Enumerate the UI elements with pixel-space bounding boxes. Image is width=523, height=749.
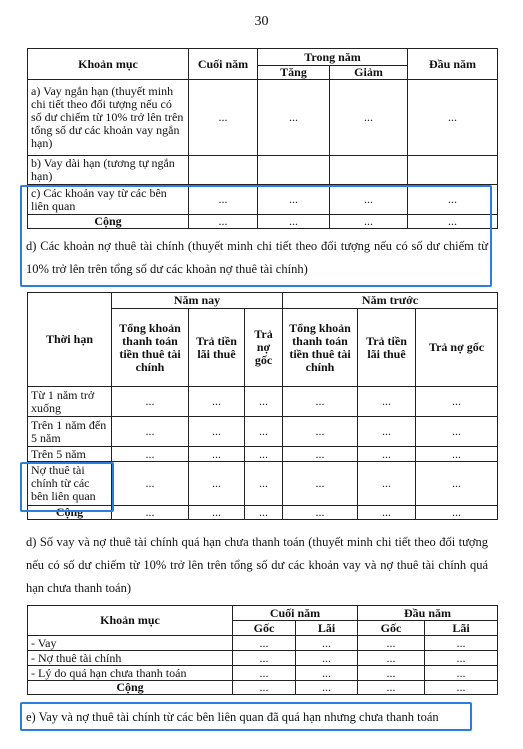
cell <box>189 156 258 185</box>
highlight-box <box>20 462 114 512</box>
cell: ... <box>258 80 330 156</box>
row-label: Trên 5 năm <box>28 447 112 462</box>
cell: ... <box>425 666 498 681</box>
row-label: Cộng <box>28 506 112 520</box>
cell: ... <box>358 506 416 520</box>
cell: ... <box>112 417 189 447</box>
cell: ... <box>408 185 498 215</box>
cell: ... <box>330 185 408 215</box>
row-label: Cộng <box>28 215 189 229</box>
table-row <box>28 666 498 681</box>
cell: ... <box>233 681 296 695</box>
cell: ... <box>283 506 358 520</box>
cell: ... <box>283 417 358 447</box>
header-decrease: Giảm <box>330 66 408 80</box>
cell: ... <box>296 636 358 651</box>
row-label: Nợ thuê tài chính từ các bên liên quan <box>28 462 112 506</box>
header-last-year: Năm trước <box>283 293 498 309</box>
cell: ... <box>416 506 498 520</box>
cell: ... <box>189 387 245 417</box>
table-row <box>28 636 498 651</box>
cell: ... <box>189 506 245 520</box>
cell: ... <box>358 666 425 681</box>
header-interest: Trả tiền lãi thuê <box>358 309 416 387</box>
row-label: - Lý do quá hạn chưa thanh toán <box>28 666 233 681</box>
cell: ... <box>189 462 245 506</box>
cell: ... <box>416 417 498 447</box>
cell: ... <box>416 447 498 462</box>
cell: ... <box>330 215 408 229</box>
cell: ... <box>296 666 358 681</box>
total-row <box>28 681 498 695</box>
table-row <box>28 651 498 666</box>
cell: ... <box>283 447 358 462</box>
header-item: Khoản mục <box>28 606 233 636</box>
overdue-table <box>27 605 498 695</box>
paragraph-related-party-overdue: e) Vay và nợ thuê tài chính từ các bên liên quan đã quá hạn nhưng chưa thanh toán <box>26 710 439 724</box>
cell <box>330 156 408 185</box>
cell: ... <box>245 462 283 506</box>
row-label: - Vay <box>28 636 233 651</box>
row-label: Trên 1 năm đến 5 năm <box>28 417 112 447</box>
cell: ... <box>258 215 330 229</box>
highlight-box <box>20 185 492 287</box>
header-interest: Trả tiền lãi thuê <box>189 309 245 387</box>
cell: ... <box>358 636 425 651</box>
cell: ... <box>408 80 498 156</box>
cell: ... <box>358 462 416 506</box>
cell: ... <box>358 681 425 695</box>
cell: ... <box>245 387 283 417</box>
page-number: 30 <box>254 14 269 29</box>
cell: ... <box>258 185 330 215</box>
cell: ... <box>330 80 408 156</box>
row-label: a) Vay ngắn hạn (thuyết minh chi tiết theo đối tượng nếu có số dư chiếm từ 10% trở lên trên tổng số dư các khoản vay ngắn hạn) <box>28 80 189 156</box>
cell <box>258 156 330 185</box>
row-label: - Nợ thuê tài chính <box>28 651 233 666</box>
table-row <box>28 156 498 185</box>
cell: ... <box>245 417 283 447</box>
header-total-payment: Tổng khoản thanh toán tiền thuê tài chính <box>283 309 358 387</box>
cell: ... <box>296 651 358 666</box>
cell: ... <box>358 447 416 462</box>
cell: ... <box>408 215 498 229</box>
table-row <box>28 447 498 462</box>
cell: ... <box>245 447 283 462</box>
cell: ... <box>233 636 296 651</box>
cell: ... <box>189 447 245 462</box>
cell: ... <box>112 447 189 462</box>
cell: ... <box>189 417 245 447</box>
cell: ... <box>283 387 358 417</box>
cell: ... <box>233 651 296 666</box>
cell: ... <box>112 462 189 506</box>
cell: ... <box>233 666 296 681</box>
header-end-of-year: Cuối năm <box>189 49 258 80</box>
cell: ... <box>425 681 498 695</box>
header-this-year: Năm nay <box>112 293 283 309</box>
cell: ... <box>189 185 258 215</box>
table-row <box>28 80 498 156</box>
cell: ... <box>425 651 498 666</box>
cell: ... <box>112 506 189 520</box>
cell: ... <box>416 387 498 417</box>
header-principal: Trả nợ gốc <box>416 309 498 387</box>
header-beginning-of-year: Đầu năm <box>408 49 498 80</box>
cell: ... <box>296 681 358 695</box>
header-interest: Lãi <box>425 621 498 636</box>
cell: ... <box>425 636 498 651</box>
table-row <box>28 417 498 447</box>
header-during-year: Trong năm <box>258 49 408 66</box>
paragraph-overdue-loans: d) Số vay và nợ thuê tài chính quá hạn chưa thanh toán (thuyết minh chi tiết theo đối tượng nếu có số dư chiếm từ 10% trở lên trên tổng số dư các khoản vay và nợ thuê tài chính quá hạn chưa thanh toán) <box>26 535 488 595</box>
header-principal: Gốc <box>233 621 296 636</box>
cell: ... <box>112 387 189 417</box>
cell <box>408 156 498 185</box>
cell: ... <box>358 651 425 666</box>
row-label: c) Các khoản vay từ các bên liên quan <box>28 185 189 215</box>
header-total-payment: Tổng khoản thanh toán tiền thuê tài chính <box>112 309 189 387</box>
header-principal: Gốc <box>358 621 425 636</box>
table-row <box>28 387 498 417</box>
header-interest: Lãi <box>296 621 358 636</box>
paragraph-finance-lease-debts: d) Các khoản nợ thuê tài chính (thuyết minh chi tiết theo đối tượng nếu có số dư chiếm từ 10% trở lên trên tổng số dư các khoản nợ thuê tài chính) <box>26 239 488 276</box>
row-label: Cộng <box>28 681 233 695</box>
header-item: Khoản mục <box>28 49 189 80</box>
cell: ... <box>189 80 258 156</box>
highlight-box <box>20 702 472 731</box>
cell: ... <box>358 387 416 417</box>
header-principal: Trả nợ gốc <box>245 309 283 387</box>
cell: ... <box>189 215 258 229</box>
row-label: Từ 1 năm trở xuống <box>28 387 112 417</box>
cell: ... <box>245 506 283 520</box>
cell: ... <box>358 417 416 447</box>
header-end-of-year: Cuối năm <box>233 606 358 621</box>
cell: ... <box>283 462 358 506</box>
header-beginning-of-year: Đầu năm <box>358 606 498 621</box>
header-increase: Tăng <box>258 66 330 80</box>
header-term: Thời hạn <box>28 293 112 387</box>
row-label: b) Vay dài hạn (tương tự ngắn hạn) <box>28 156 189 185</box>
cell: ... <box>416 462 498 506</box>
